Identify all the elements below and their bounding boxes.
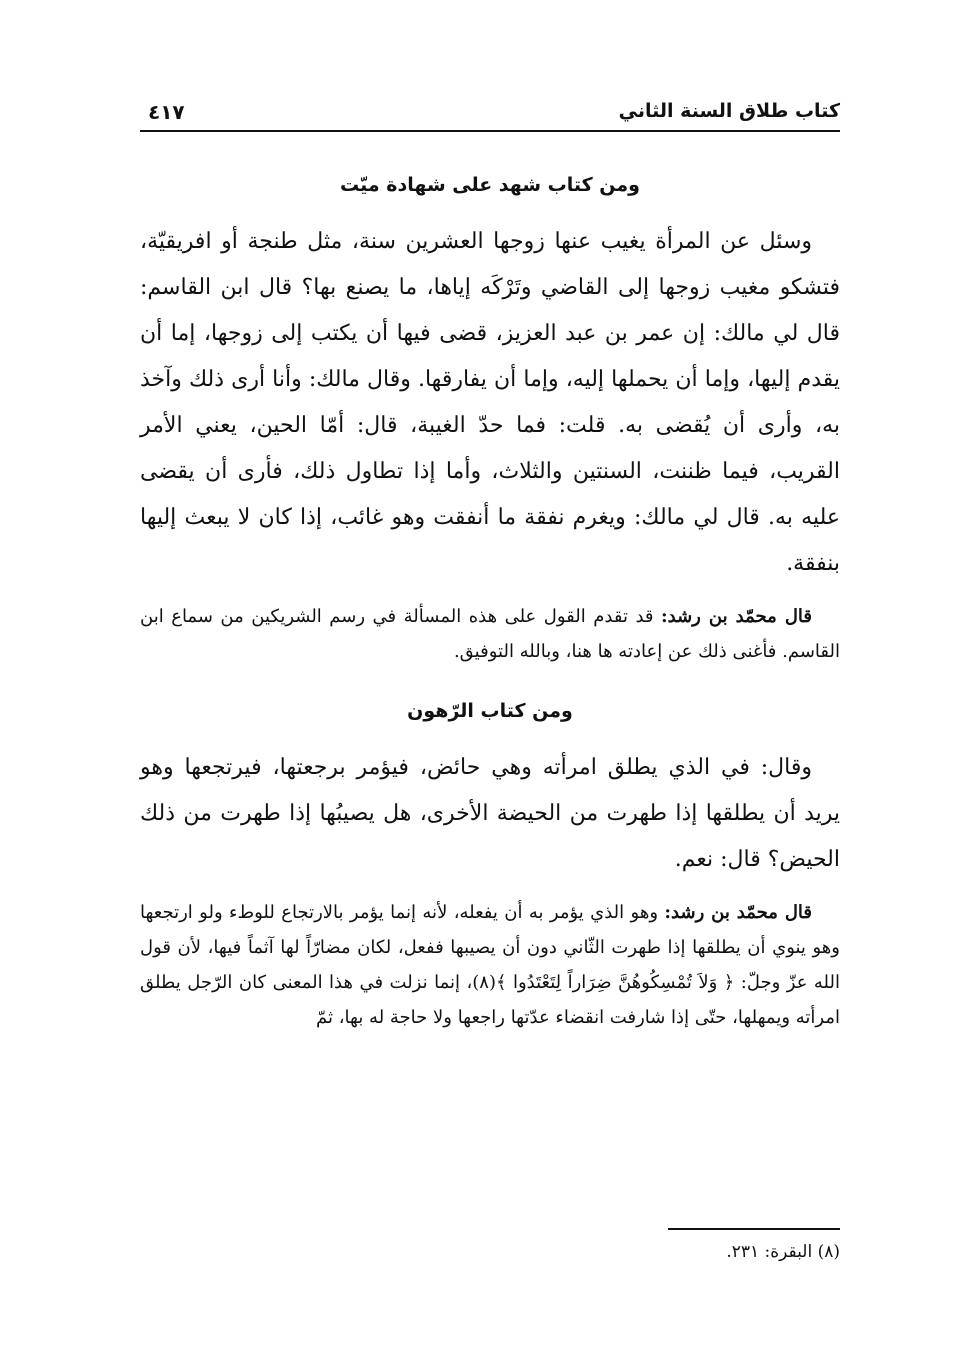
question-paragraph-testimony: وسئل عن المرأة يغيب عنها زوجها العشرين سنة، مثل طنجة أو افريقيّة، فتشكو مغيب زوجها إلى القاضي وتَرْكَه إياها، ما يصنع بها؟ قال ابن القاسم: قال لي مالك: إن عمر بن عبد العزيز، قضى فيها أن يكتب إلى زوجها، إما أن يقدم إليها، وإما أن يحملها إليه، وإما أن يفارقها. وقال مالك: وأنا أرى ذلك وآخذ به، وأرى أن يُقضى به. قلت: فما حدّ الغيبة، قال: أمّا الحين، يعني الأمر القريب، فيما ظننت، السنتين والثلاث، وأما إذا تطاول ذلك، فأرى أن يقضى عليه به. قال لي مالك: ويغرم نفقة ما أنفقت وهو غائب، إذا كان لا يبعث إليها بنفقة.	[140, 229, 840, 576]
spacer	[140, 669, 840, 691]
spacer	[140, 731, 840, 745]
section-heading-pledges: ومن كتاب الرّهون	[407, 700, 573, 722]
section-heading-testimony: ومن كتاب شهد على شهادة ميّت	[340, 174, 640, 196]
commentary-lead: قال محمّد بن رشد:	[661, 606, 812, 627]
spacer	[140, 883, 840, 895]
spacer	[140, 205, 840, 219]
page-number: ٤١٧	[148, 100, 185, 124]
commentary-lead: قال محمّد بن رشد:	[664, 902, 812, 923]
question-paragraph-pledges: وقال: في الذي يطلق امرأته وهي حائض، فيؤمر برجعتها، فيرتجعها وهو يريد أن يطلقها إذا طهرت من الحيضة الأخرى، هل يصيبُها إذا طهرت من ذلك الحيض؟ قال: نعم.	[140, 755, 841, 872]
commentary-text: وهو الذي يؤمر به أن يفعله، لأنه إنما يؤمر بالارتجاع للوطء ولو ارتجعها وهو ينوي أن يطلقها إذا طهرت الثّاني دون أن يصيبها ففعل، لكان مضارّاً لها آثماً فيها، لأن قول الله عزّ وجلّ: ﴿ وَلاَ تُمْسِكُوهُنَّ ضِرَاراً لِتَعْتَدُوا ﴾(٨)، إنما نزلت في هذا المعنى كان الرّجل يطلق امرأته ويمهلها، حتّى إذا شارفت انقضاء عدّتها راجعها ولا حاجة له بها، ثمّ	[140, 902, 840, 1028]
header-rule	[140, 130, 840, 132]
page-content	[140, 165, 840, 1035]
spacer	[140, 587, 840, 599]
commentary-text: قد تقدم القول على هذه المسألة في رسم الشريكين من سماع ابن القاسم. فأغنى ذلك عن إعادته ها هنا، وبالله التوفيق.	[140, 606, 840, 662]
commentary-paragraph-testimony	[140, 599, 840, 669]
footnote-rule	[668, 1228, 840, 1230]
running-header	[140, 96, 840, 132]
footnote: (٨) البقرة: ٢٣١.	[726, 1242, 840, 1262]
commentary-paragraph-pledges	[140, 895, 840, 1035]
header-title: كتاب طلاق السنة الثاني	[618, 100, 840, 122]
